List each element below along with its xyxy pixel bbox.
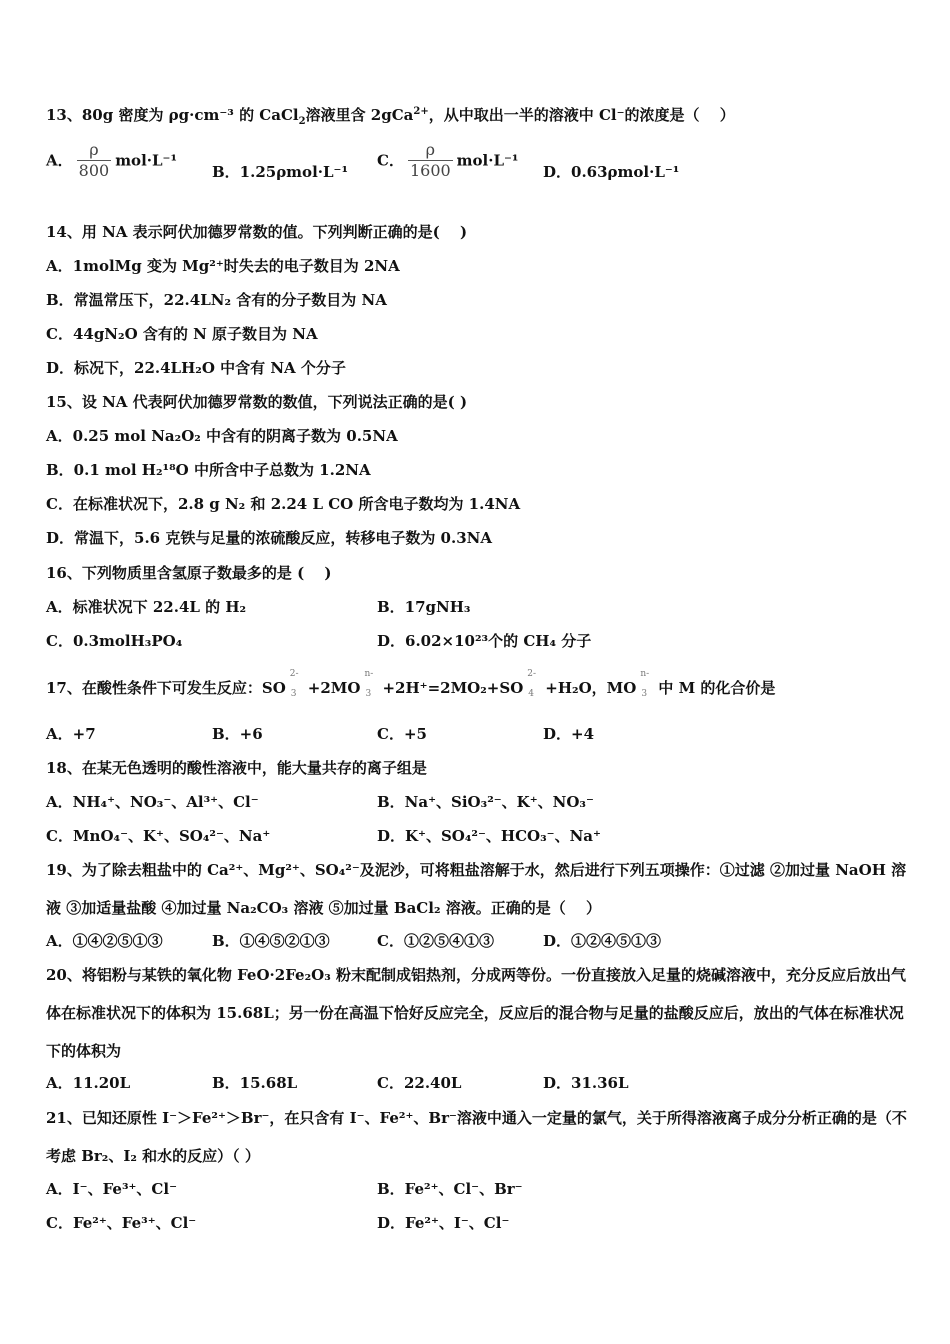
q17-stem: 17、在酸性条件下可发生反应：SO 2- 3 +2MO n- 3 +2H⁺=2MO₂+SO 2- 4 +H₂O，MO n- 3 中 M 的化合价是: [46, 669, 776, 699]
q21-option-d: D．Fe²⁺、I⁻、Cl⁻: [377, 1214, 510, 1232]
q18-option-d: D．K⁺、SO₄²⁻、HCO₃⁻、Na⁺: [377, 827, 601, 845]
q16-option-a: A．标准状况下 22.4L 的 H₂: [46, 598, 247, 616]
q13-option-c: C． $\frac{\rho}{1600}$ mol·L⁻¹: [377, 140, 519, 180]
q15-option-d: D．常温下，5.6 克铁与足量的浓硫酸反应，转移电子数为 0.3NA: [46, 529, 492, 547]
q17-option-b: B．+6: [212, 725, 263, 743]
q14-option-c: C．44gN₂O 含有的 N 原子数目为 NA: [46, 325, 318, 343]
q15-option-b: B．0.1 mol H₂¹⁸O 中所含中子总数为 1.2NA: [46, 461, 371, 479]
q13-option-d: D．0.63ρmol·L⁻¹: [543, 163, 680, 181]
q20-stem: 20、将铝粉与某铁的氧化物 FeO·2Fe₂O₃ 粉末配制成铝热剂，分成两等份。一份直接放入足量的烧碱溶液中，充分反应后放出气体在标准状况下的体积为 15.68L；另一份在高温下恰好反应完全，反应后的混合物与足量的盐酸反应后，放出的气体在标准状况下的体积为: [46, 966, 907, 1060]
q17-option-c: C．+5: [377, 725, 427, 743]
q16-option-c: C．0.3molH₃PO₄: [46, 632, 183, 650]
q13-stem: 13、80g 密度为 ρg·cm⁻³ 的 CaCl$_2$溶液里含 2gCa$^{2+}$，从中取出一半的溶液中 Cl⁻的浓度是（ ）: [46, 106, 735, 127]
q20-option-d: D．31.36L: [543, 1074, 629, 1092]
q20-option-c: C．22.40L: [377, 1074, 462, 1092]
q20-option-b: B．15.68L: [212, 1074, 298, 1092]
q16-option-b: B．17gNH₃: [377, 598, 471, 616]
q13-option-b: B．1.25ρmol·L⁻¹: [212, 163, 349, 181]
q19-option-c: C．①②⑤④①③: [377, 932, 494, 950]
q19-option-a: A．①④②⑤①③: [46, 932, 163, 950]
q13-option-a: A． $\frac{\rho}{800}$ mol·L⁻¹: [46, 140, 178, 180]
q18-stem: 18、在某无色透明的酸性溶液中，能大量共存的离子组是: [46, 759, 427, 777]
q18-option-c: C．MnO₄⁻、K⁺、SO₄²⁻、Na⁺: [46, 827, 271, 845]
q14-option-d: D．标况下，22.4LH₂O 中含有 NA 个分子: [46, 359, 346, 377]
q19-option-d: D．①②④⑤①③: [543, 932, 662, 950]
q16-option-d: D．6.02×10²³个的 CH₄ 分子: [377, 632, 592, 650]
q21-option-c: C．Fe²⁺、Fe³⁺、Cl⁻: [46, 1214, 197, 1232]
q16-stem: 16、下列物质里含氢原子数最多的是 ( ): [46, 564, 332, 582]
q19-stem: 19、为了除去粗盐中的 Ca²⁺、Mg²⁺、SO₄²⁻及泥沙，可将粗盐溶解于水，然后进行下列五项操作：①过滤 ②加过量 NaOH 溶液 ③加适量盐酸 ④加过量 Na₂CO₃ 溶液 ⑤加过量 BaCl₂ 溶液。正确的是（ ）: [46, 861, 907, 917]
q20-option-a: A．11.20L: [46, 1074, 131, 1092]
q18-option-a: A．NH₄⁺、NO₃⁻、Al³⁺、Cl⁻: [46, 793, 259, 811]
q19-option-b: B．①④⑤②①③: [212, 932, 330, 950]
q14-stem: 14、用 NA 表示阿伏加德罗常数的值。下列判断正确的是( ): [46, 223, 468, 241]
q15-option-a: A．0.25 mol Na₂O₂ 中含有的阴离子数为 0.5NA: [46, 427, 398, 445]
q18-option-b: B．Na⁺、SiO₃²⁻、K⁺、NO₃⁻: [377, 793, 594, 811]
q21-option-b: B．Fe²⁺、Cl⁻、Br⁻: [377, 1180, 523, 1198]
q15-option-c: C．在标准状况下，2.8 g N₂ 和 2.24 L CO 所含电子数均为 1.4NA: [46, 495, 521, 513]
q17-option-d: D．+4: [543, 725, 595, 743]
q14-option-b: B．常温常压下，22.4LN₂ 含有的分子数目为 NA: [46, 291, 387, 309]
q14-option-a: A．1molMg 变为 Mg²⁺时失去的电子数目为 2NA: [46, 257, 400, 275]
q21-option-a: A．I⁻、Fe³⁺、Cl⁻: [46, 1180, 177, 1198]
q21-stem: 21、已知还原性 I⁻＞Fe²⁺＞Br⁻，在只含有 I⁻、Fe²⁺、Br⁻溶液中通入一定量的氯气，关于所得溶液离子成分分析正确的是（不考虑 Br₂、I₂ 和水的反应）（ ）: [46, 1109, 907, 1165]
q17-option-a: A．+7: [46, 725, 96, 743]
q15-stem: 15、设 NA 代表阿伏加德罗常数的数值，下列说法正确的是( ): [46, 393, 468, 411]
